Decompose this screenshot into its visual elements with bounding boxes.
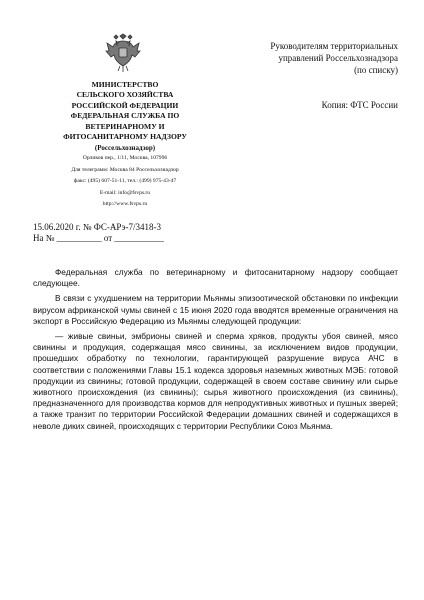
addressee-block (250, 40, 398, 77)
body-paragraph: Федеральная служба по ветеринарному и фитосанитарному надзору сообщает следующее. (33, 267, 398, 289)
org-name-line: МИНИСТЕРСТВО (91, 80, 159, 89)
org-short-name: (Россельхознадзор) (94, 144, 156, 153)
org-name-line: СЕЛЬСКОГО ХОЗЯЙСТВА (76, 90, 174, 100)
contact-phone: факс: (495) 607-51-11, тел.: (499) 975-43-47 (73, 178, 177, 185)
org-name-line: ВЕТЕРИНАРНОМУ И (85, 121, 165, 131)
copy-recipient: Копия: ФТС России (321, 100, 398, 110)
org-name-line: ФЕДЕРАЛЬНАЯ СЛУЖБА ПО (70, 111, 180, 121)
contact-email: E-mail: info@fsvps.ru (99, 189, 151, 196)
addressee-line: (по списку) (354, 65, 398, 76)
document-date-number: 15.06.2020 г. № ФС-АРэ-7/3418-3 (33, 222, 161, 232)
registration-block (33, 222, 164, 244)
org-name-line: ФИТОСАНИТАРНОМУ НАДЗОРУ (63, 132, 187, 142)
body-paragraph: — живые свиньи, эмбрионы свиней и сперма хряков, продукты убоя свиней, мясо свинины и продукция, содержащая мясо свинины, за исключением видов продукции, прошедших обработку по технологии, гарантирующей разрушение вируса АЧС в соответствии с положениями Главы 15.1 кодекса здоровья наземных животных МЭБ: готовой продукции из свинины; готовой продукции, содержащей в своем составе свинину или сырье животного происхождения (из свинины); сырья животного происхождения (из свинины), предназначенного для производства кормов для непродуктивных животных и пушных зверей; а также транзит по территории Российской Федерации домашних свиней и содержащихся в неволе диких свиней, происходящих с территории Республики Союз Мьянма. (33, 331, 398, 431)
org-name-line: РОССИЙСКОЙ ФЕДЕРАЦИИ (71, 100, 179, 110)
contact-website: http://www.fsvps.ru (102, 201, 148, 208)
sender-block (40, 80, 210, 210)
letter-body (33, 267, 398, 436)
contact-address: Орликов пер., 1/11, Москва, 107996 (82, 155, 168, 162)
reference-line: На № __________ от ___________ (33, 233, 164, 243)
addressee-line: управлений Россельхознадзора (278, 53, 398, 64)
addressee-line: Руководителям территориальных (270, 41, 398, 51)
body-paragraph: В связи с ухудшением на территории Мьянмы эпизоотической обстановки по инфекции вирусом африканской чумы свиней с 15 июня 2020 года вводятся временные ограничения на экспорт в Российскую Федерацию из Мьянмы следующей продукции: (33, 293, 398, 326)
contact-telegram: Для телеграмм: Москва 84 Россельхознадзор (71, 166, 179, 173)
coat-of-arms-icon (103, 33, 143, 73)
